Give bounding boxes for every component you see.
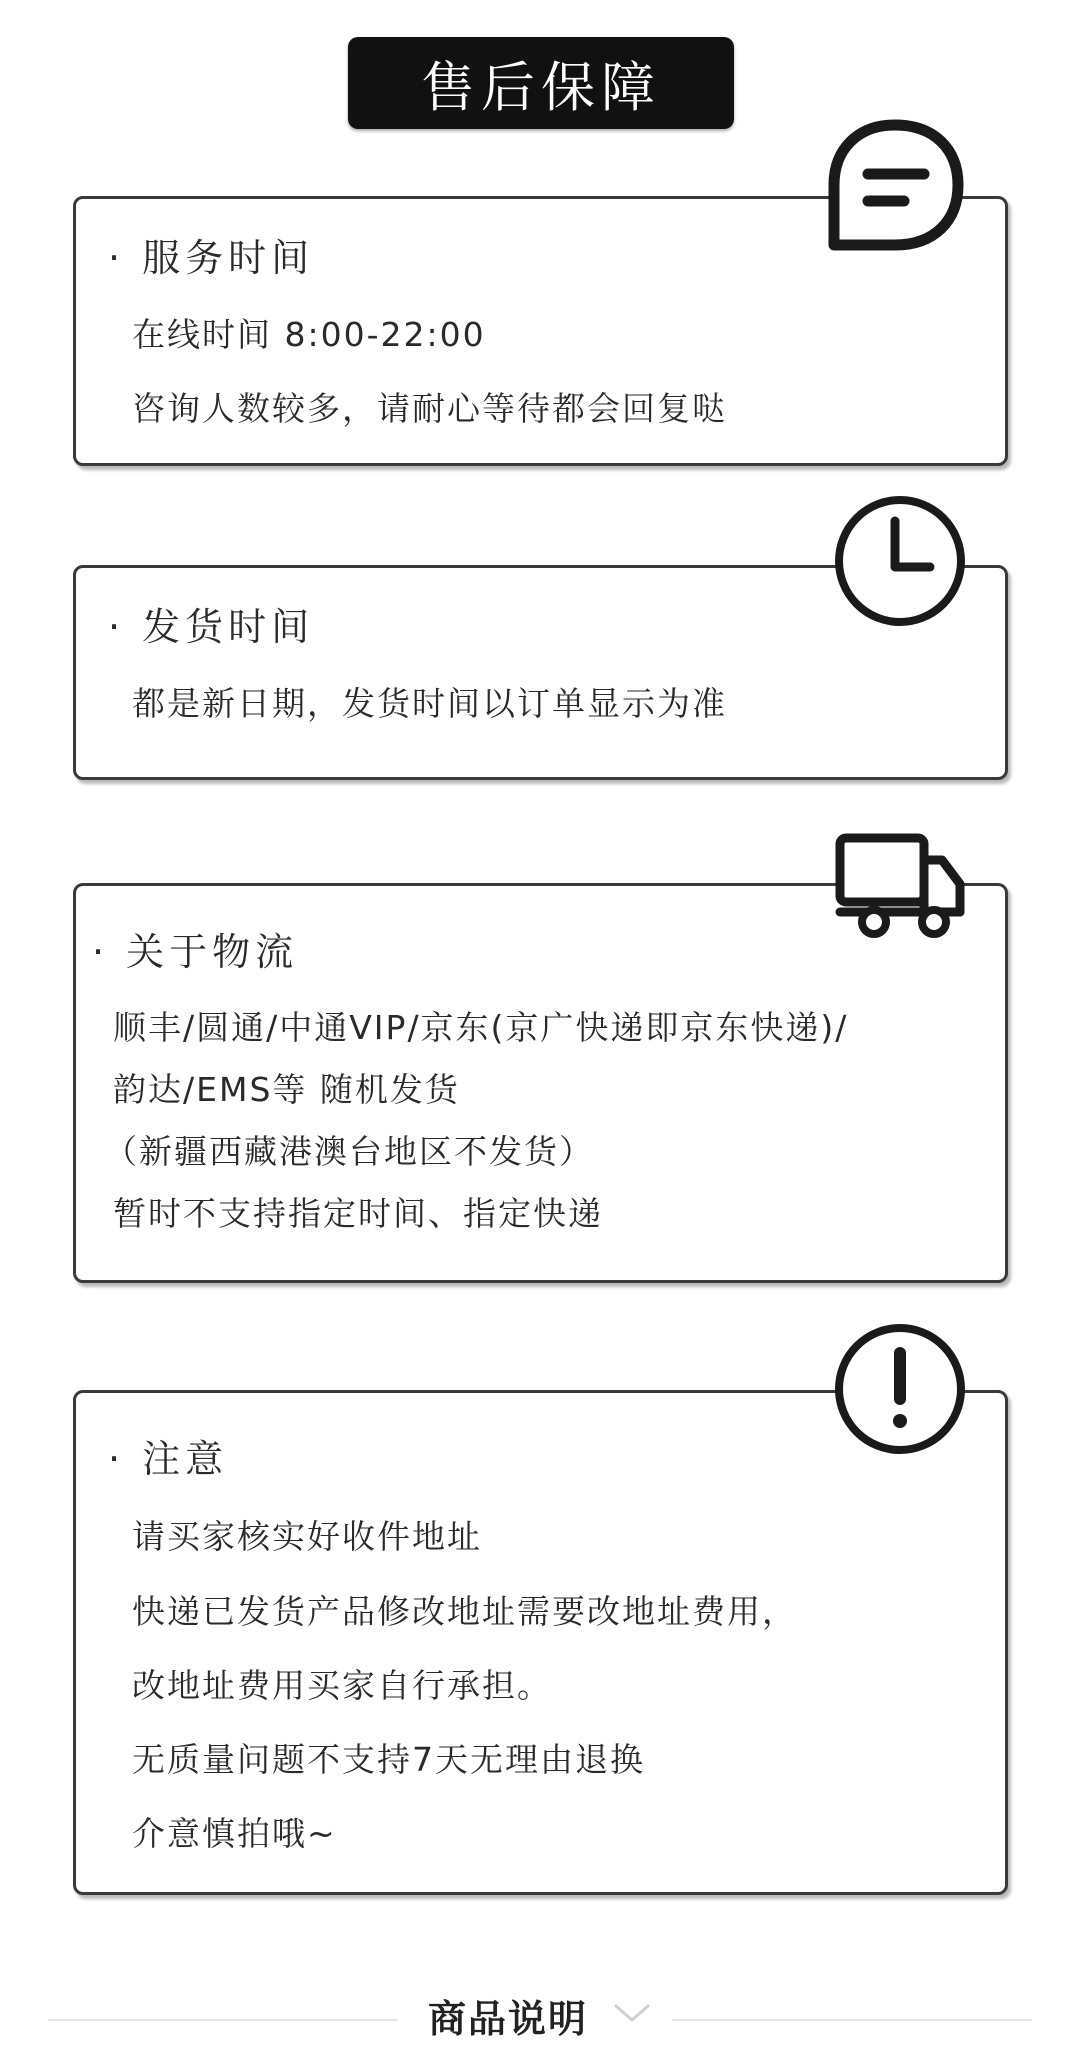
section-line: 韵达/EMS等 随机发货 <box>113 1070 460 1109</box>
speech-bubble-icon <box>824 117 966 263</box>
section-line: 介意慎拍哦~ <box>132 1814 337 1853</box>
footer-divider-left <box>48 2019 398 2021</box>
section-line: 暂时不支持指定时间、指定快递 <box>113 1194 603 1233</box>
section-line: 无质量问题不支持7天无理由退换 <box>132 1740 645 1779</box>
section-line: 改地址费用买家自行承担。 <box>132 1666 552 1705</box>
section-line: 都是新日期，发货时间以订单显示为准 <box>132 684 727 723</box>
section-title: · 注意 <box>108 1437 229 1481</box>
section-line: （新疆西藏港澳台地区不发货） <box>104 1132 594 1171</box>
page-title: 售后保障 <box>348 37 734 129</box>
section-title: · 服务时间 <box>108 236 315 280</box>
clock-icon <box>832 493 968 633</box>
chevron-down-icon <box>612 2000 652 2030</box>
notice-card <box>73 1390 1008 1895</box>
section-title: · 关于物流 <box>92 930 299 974</box>
product-description-label: 商品说明 <box>428 1997 589 2041</box>
section-line: 请买家核实好收件地址 <box>132 1517 482 1556</box>
exclamation-circle-icon <box>832 1321 968 1461</box>
delivery-truck-icon <box>834 832 968 946</box>
section-line: 顺丰/圆通/中通VIP/京东(京广快递即京东快递)/ <box>113 1008 849 1047</box>
section-line: 快递已发货产品修改地址需要改地址费用， <box>132 1592 797 1631</box>
section-title: · 发货时间 <box>108 605 315 649</box>
footer-divider-right <box>672 2019 1032 2021</box>
section-line: 咨询人数较多，请耐心等待都会回复哒 <box>132 389 727 428</box>
section-line: 在线时间 8:00-22:00 <box>132 315 486 354</box>
